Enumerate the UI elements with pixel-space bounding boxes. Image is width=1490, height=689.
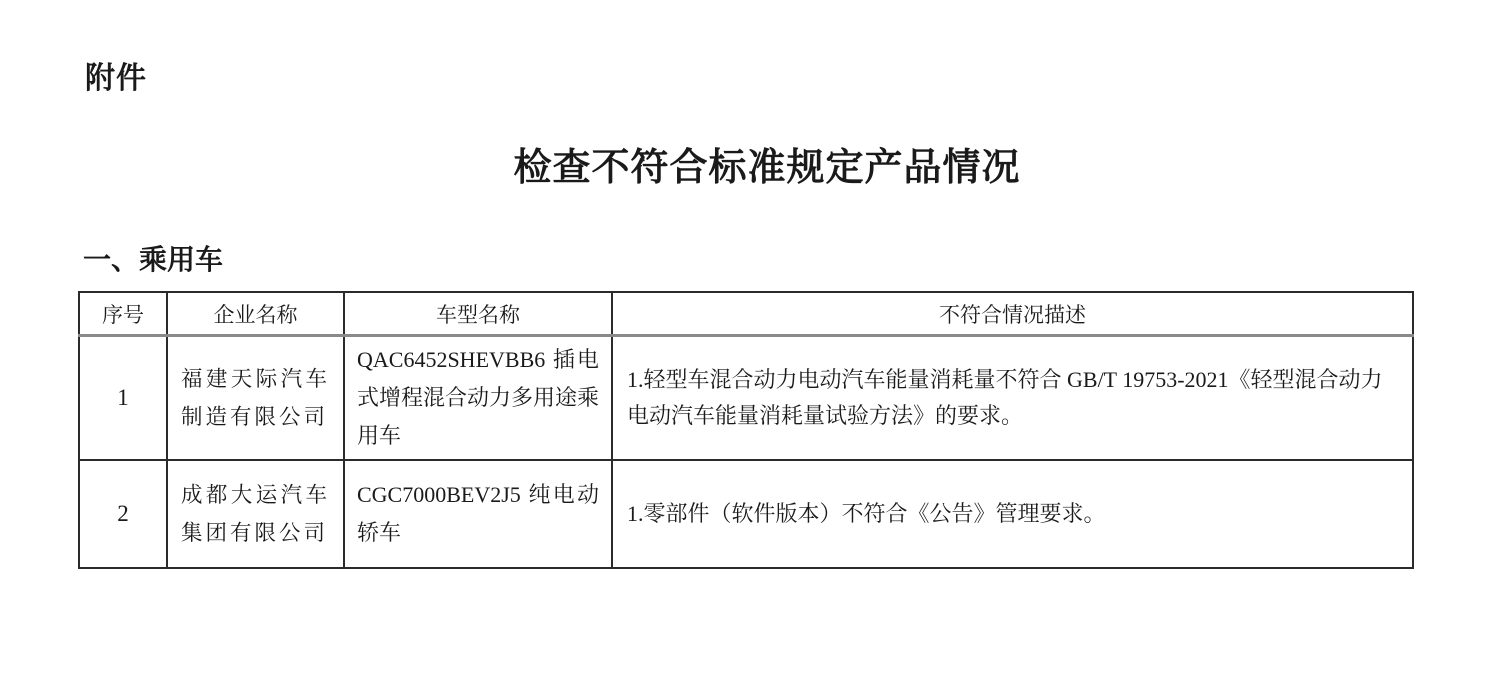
nonconforming-products-table	[78, 291, 1414, 569]
row1-serial-number: 1	[79, 336, 167, 461]
table-row	[79, 460, 1413, 568]
section-heading-passenger-vehicles: 一、乘用车	[83, 244, 224, 275]
page-title: 检查不符合标准规定产品情况	[513, 147, 1021, 189]
row2-company-name: 成都大运汽车集团有限公司	[167, 460, 344, 568]
row1-company-name: 福建天际汽车制造有限公司	[167, 336, 344, 461]
header-cell-description: 不符合情况描述	[612, 292, 1413, 336]
row1-model-name: QAC6452SHEVBB6 插电式增程混合动力多用途乘用车	[344, 336, 612, 461]
header-cell-serial: 序号	[79, 292, 167, 336]
header-cell-model: 车型名称	[344, 292, 612, 336]
table-row	[79, 336, 1413, 461]
row2-nonconformance-description: 1.零部件（软件版本）不符合《公告》管理要求。	[612, 460, 1413, 568]
row2-serial-number: 2	[79, 460, 167, 568]
row2-model-name: CGC7000BEV2J5 纯电动轿车	[344, 460, 612, 568]
row1-nonconformance-description: 1.轻型车混合动力电动汽车能量消耗量不符合 GB/T 19753-2021《轻型混合动力电动汽车能量消耗量试验方法》的要求。	[612, 336, 1413, 461]
attachment-label: 附件	[85, 62, 147, 95]
header-cell-company: 企业名称	[167, 292, 344, 336]
table-header-row	[79, 292, 1413, 336]
